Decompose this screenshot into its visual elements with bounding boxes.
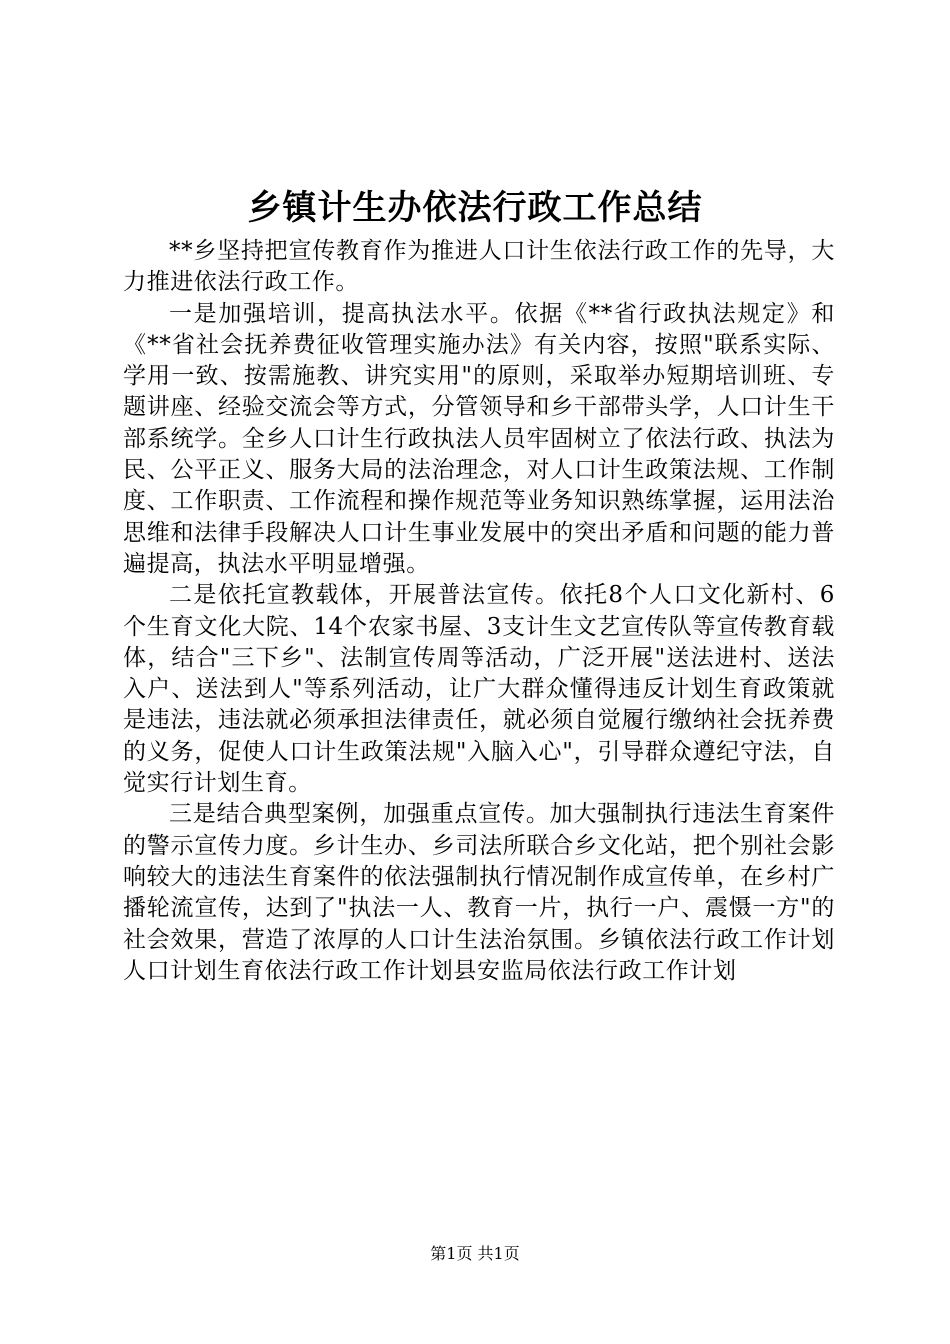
document-title: 乡镇计生办依法行政工作总结 (247, 188, 703, 228)
paragraph-training: 一是加强培训，提高执法水平。依据《**省行政执法规定》和《**省社会抚养费征收管理实施办法》有关内容，按照"联系实际、学用一致、按需施教、讲究实用"的原则，采取举办短期培训班、专题讲座、经验交流会等方式，分管领导和乡干部带头学，人口计生干部系统学。全乡人口计生行政执法人员牢固树立了依法行政、执法为民、公平正义、服务大局的法治理念，对人口计生政策法规、工作制度、工作职责、工作流程和操作规范等业务知识熟练掌握，运用法治思维和法律手段解决人口计生事业发展中的突出矛盾和问题的能力普遍提高，执法水平明显增强。 (123, 300, 835, 577)
paragraph-case-study: 三是结合典型案例，加强重点宣传。加大强制执行违法生育案件的警示宣传力度。乡计生办、乡司法所联合乡文化站，把个别社会影响较大的违法生育案件的依法强制执行情况制作成宣传单，在乡村广播轮流宣传，达到了"执法一人、教育一片，执行一户、震慑一方"的社会效果，营造了浓厚的人口计生法治氛围。乡镇依法行政工作计划人口计划生育依法行政工作计划县安监局依法行政工作计划 (123, 801, 835, 984)
document-body (123, 236, 835, 987)
paragraph-publicity: 二是依托宣教载体，开展普法宣传。依托8个人口文化新村、6个生育文化大院、14个农家书屋、3支计生文艺宣传队等宣传教育载体，结合"三下乡"、法制宣传周等活动，广泛开展"送法进村、送法入户、送法到人"等系列活动，让广大群众懂得违反计划生育政策就是违法，违法就必须承担法律责任，就必须自觉履行缴纳社会抚养费的义务，促使人口计生政策法规"入脑入心"，引导群众遵纪守法，自觉实行计划生育。 (123, 582, 835, 797)
paragraph-intro: **乡坚持把宣传教育作为推进人口计生依法行政工作的先导，大力推进依法行政工作。 (123, 238, 835, 296)
page-footer: 第1页 共1页 (430, 1244, 520, 1263)
